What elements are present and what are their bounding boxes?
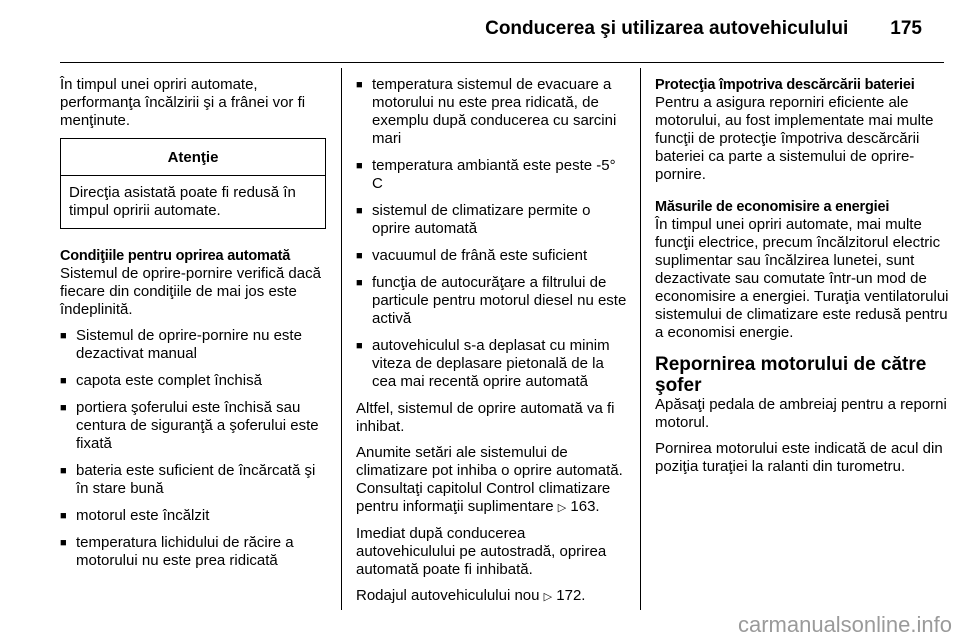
conditions-list: [60, 327, 326, 570]
conditions-title: Condiţiile pentru oprirea automată: [60, 248, 291, 264]
list-item: ■ bateria este suficient de încărcată şi în stare bună: [60, 462, 326, 498]
list-item: ■ Sistemul de oprire-pornire nu este dezactivat manual: [60, 327, 326, 363]
list-item: ■ temperatura ambiantă este peste -5° C: [356, 157, 628, 193]
battery-protection-title: Protecţia împotriva descărcării bateriei: [655, 77, 915, 93]
energy-saving-text: În timpul unei opriri automate, mai multe funcţii electrice, precum încălzitorul electric suplimentar sau încălzirea lunetei, sunt dezactivate sau comutate într-un mod de economisire a energiei. Turaţia ventilatorului sistemului de climatizare este redusă pentru a economisi energie.: [655, 216, 949, 341]
page-ref-arrow-icon: ▷: [543, 591, 553, 603]
page-header-title: Conducerea şi utilizarea autovehiculului: [485, 18, 849, 39]
energy-saving-title: Măsurile de economisire a energiei: [655, 199, 890, 215]
list-item: ■ temperatura lichidului de răcire a motorului nu este prea ridicată: [60, 534, 326, 570]
list-item: ■ autovehiculul s-a deplasat cu minim viteza de deplasare pietonală de la cea mai recentă oprire automată: [356, 337, 628, 391]
watermark: carmanualsonline.info: [737, 612, 952, 637]
highway-paragraph: Imediat după conducerea autovehiculului pe autostradă, oprirea automată poate fi inhibată.: [356, 525, 607, 578]
list-item: ■ temperatura sistemul de evacuare a motorului nu este prea ridicată, de exemplu după conducerea cu sarcini mari: [356, 76, 628, 148]
break-in-text: Rodajul autovehiculului nou: [356, 587, 540, 604]
conditions-intro: Sistemul de oprire-pornire verifică dacă fiecare din condiţiile de mai jos este îndeplinită.: [60, 265, 321, 318]
restart-text-2: Pornirea motorului este indicată de acul din poziţia turaţiei la ralanti din turometru.: [655, 440, 943, 475]
restart-heading: Repornirea motorului de către şofer: [655, 354, 927, 396]
warning-body: Direcţia asistată poate fi redusă în timpul opririi automate.: [69, 184, 296, 219]
conditions-list-continued: [356, 76, 628, 391]
break-in-paragraph: [356, 587, 628, 606]
column-divider-1: [341, 68, 342, 610]
restart-text-1: Apăsaţi pedala de ambreiaj pentru a reporni motorul.: [655, 396, 947, 431]
climate-paragraph: [356, 444, 628, 517]
page-ref-link[interactable]: 163.: [570, 498, 600, 515]
warning-box: [60, 138, 326, 229]
column-1: [60, 76, 326, 579]
warning-title: Atenţie: [61, 139, 325, 176]
inhibit-paragraph: Altfel, sistemul de oprire automată va fi inhibat.: [356, 400, 615, 435]
list-item: ■ motorul este încălzit: [60, 507, 326, 525]
list-item: ■ capota este complet închisă: [60, 372, 326, 390]
page-header: [485, 18, 922, 40]
column-divider-2: [640, 68, 641, 610]
page-ref-arrow-icon: ▷: [557, 502, 567, 514]
battery-protection-text: Pentru a asigura reporniri eficiente ale motorului, au fost implementate mai multe funcţii de protecţie împotriva descărcării bateriei ca parte a sistemului de oprire-pornire.: [655, 94, 934, 183]
column-2: [356, 76, 628, 614]
intro-paragraph: În timpul unei opriri automate, performanţa încălzirii şi a frânei vor fi menţinute.: [60, 76, 306, 129]
column-3: [655, 76, 951, 484]
list-item: ■ sistemul de climatizare permite o oprire automată: [356, 202, 628, 238]
list-item: ■ portiera şoferului este închisă sau centura de siguranţă a şoferului este fixată: [60, 399, 326, 453]
list-item: ■ vacuumul de frână este suficient: [356, 247, 628, 265]
climate-text: Anumite setări ale sistemului de climatizare pot inhiba o oprire automată. Consultaţi capitolul Control climatizare pentru informaţii suplimentare: [356, 444, 623, 515]
list-item: ■ funcţia de autocurăţare a filtrului de particule pentru motorul diesel nu este activă: [356, 274, 628, 328]
page-ref-link[interactable]: 172.: [556, 587, 586, 604]
page-number: 175: [890, 18, 922, 39]
header-rule: [60, 62, 944, 63]
